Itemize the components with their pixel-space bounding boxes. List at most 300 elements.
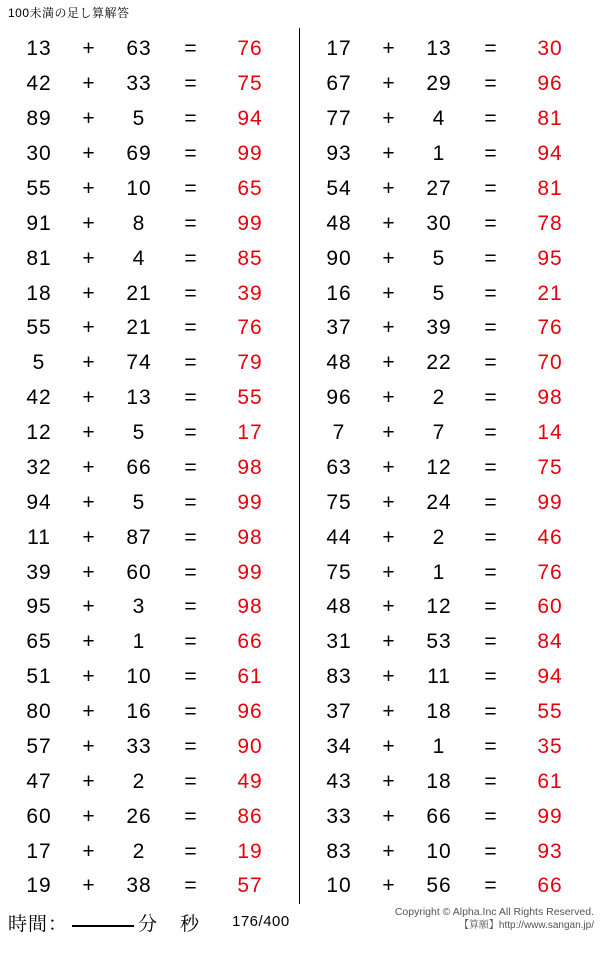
equals-operator: = — [484, 804, 498, 828]
plus-operator: + — [382, 769, 396, 793]
equals-operator: = — [184, 769, 198, 793]
operand-a: 55 — [26, 176, 52, 200]
operand-a: 43 — [326, 769, 352, 793]
problem-row — [300, 311, 600, 346]
problem-row — [300, 172, 600, 207]
answer-value: 57 — [237, 874, 263, 898]
operand-a: 54 — [326, 176, 352, 200]
operand-a: 42 — [26, 72, 52, 96]
answer-value: 70 — [537, 351, 563, 375]
operand-a: 81 — [26, 246, 52, 270]
problem-row — [0, 102, 299, 137]
operand-a: 19 — [26, 874, 52, 898]
answer-value: 99 — [537, 490, 563, 514]
operand-b: 10 — [126, 665, 152, 689]
operand-b: 63 — [126, 37, 152, 61]
problem-row — [300, 67, 600, 102]
operand-a: 89 — [26, 107, 52, 131]
plus-operator: + — [82, 211, 96, 235]
plus-operator: + — [82, 595, 96, 619]
operand-b: 1 — [432, 734, 446, 758]
plus-operator: + — [82, 281, 96, 305]
answer-value: 93 — [537, 839, 563, 863]
operand-b: 2 — [132, 769, 146, 793]
operand-b: 1 — [132, 630, 146, 654]
answer-value: 49 — [237, 769, 263, 793]
operand-a: 37 — [326, 700, 352, 724]
operand-a: 48 — [326, 595, 352, 619]
operand-b: 24 — [426, 490, 452, 514]
plus-operator: + — [82, 525, 96, 549]
answer-value: 96 — [237, 700, 263, 724]
operand-a: 13 — [26, 37, 52, 61]
equals-operator: = — [484, 281, 498, 305]
plus-operator: + — [382, 525, 396, 549]
operand-b: 26 — [126, 804, 152, 828]
plus-operator: + — [82, 37, 96, 61]
operand-b: 16 — [126, 700, 152, 724]
plus-operator: + — [82, 839, 96, 863]
answer-value: 85 — [237, 246, 263, 270]
operand-a: 75 — [326, 490, 352, 514]
plus-operator: + — [82, 176, 96, 200]
answer-value: 76 — [237, 316, 263, 340]
equals-operator: = — [184, 72, 198, 96]
problem-row — [300, 241, 600, 276]
operand-a: 17 — [326, 37, 352, 61]
answer-value: 86 — [237, 804, 263, 828]
operand-b: 2 — [432, 386, 446, 410]
problem-row — [300, 416, 600, 451]
operand-a: 91 — [26, 211, 52, 235]
answer-value: 99 — [237, 490, 263, 514]
problem-row — [300, 137, 600, 172]
problem-row — [0, 416, 299, 451]
operand-b: 66 — [426, 804, 452, 828]
equals-operator: = — [484, 839, 498, 863]
plus-operator: + — [382, 595, 396, 619]
equals-operator: = — [184, 874, 198, 898]
problem-row — [300, 730, 600, 765]
operand-b: 30 — [426, 211, 452, 235]
answer-value: 94 — [537, 142, 563, 166]
operand-b: 38 — [126, 874, 152, 898]
operand-a: 32 — [26, 455, 52, 479]
operand-a: 95 — [26, 595, 52, 619]
problem-row — [300, 590, 600, 625]
equals-operator: = — [184, 281, 198, 305]
plus-operator: + — [82, 316, 96, 340]
answer-value: 21 — [537, 281, 563, 305]
operand-a: 12 — [26, 421, 52, 445]
problem-row — [0, 625, 299, 660]
equals-operator: = — [484, 351, 498, 375]
operand-b: 11 — [427, 665, 451, 689]
answer-value: 94 — [237, 107, 263, 131]
answer-value: 98 — [237, 595, 263, 619]
plus-operator: + — [82, 72, 96, 96]
equals-operator: = — [484, 490, 498, 514]
plus-operator: + — [82, 142, 96, 166]
answer-value: 81 — [537, 107, 563, 131]
operand-b: 5 — [132, 490, 146, 514]
problem-column-left — [0, 28, 300, 904]
equals-operator: = — [184, 142, 198, 166]
answer-value: 66 — [537, 874, 563, 898]
operand-a: 39 — [26, 560, 52, 584]
problem-row — [300, 834, 600, 869]
plus-operator: + — [82, 490, 96, 514]
operand-a: 57 — [26, 734, 52, 758]
answer-value: 99 — [237, 142, 263, 166]
operand-b: 21 — [126, 281, 152, 305]
plus-operator: + — [382, 455, 396, 479]
equals-operator: = — [184, 700, 198, 724]
operand-a: 83 — [326, 839, 352, 863]
operand-a: 90 — [326, 246, 352, 270]
problem-row — [300, 764, 600, 799]
plus-operator: + — [382, 37, 396, 61]
problem-row — [0, 764, 299, 799]
answer-value: 98 — [237, 455, 263, 479]
equals-operator: = — [184, 630, 198, 654]
plus-operator: + — [382, 804, 396, 828]
plus-operator: + — [382, 72, 396, 96]
operand-a: 83 — [326, 665, 352, 689]
time-minutes-blank[interactable] — [72, 925, 134, 927]
answer-value: 99 — [537, 804, 563, 828]
problem-row — [300, 660, 600, 695]
answer-value: 61 — [237, 665, 263, 689]
plus-operator: + — [82, 734, 96, 758]
plus-operator: + — [82, 560, 96, 584]
plus-operator: + — [82, 700, 96, 724]
problem-row — [0, 799, 299, 834]
operand-b: 2 — [432, 525, 446, 549]
problem-row — [0, 520, 299, 555]
operand-b: 33 — [126, 72, 152, 96]
operand-a: 94 — [26, 490, 52, 514]
plus-operator: + — [382, 281, 396, 305]
operand-b: 33 — [126, 734, 152, 758]
answer-value: 98 — [537, 386, 563, 410]
problem-row — [300, 102, 600, 137]
page-count: 176/400 — [232, 913, 290, 930]
plus-operator: + — [382, 734, 396, 758]
operand-b: 56 — [426, 874, 452, 898]
minute-unit-label: 分 — [138, 914, 159, 935]
answer-value: 61 — [537, 769, 563, 793]
plus-operator: + — [82, 804, 96, 828]
operand-a: 17 — [26, 839, 52, 863]
operand-b: 12 — [426, 455, 452, 479]
operand-a: 10 — [326, 874, 352, 898]
problem-row — [0, 381, 299, 416]
operand-a: 55 — [26, 316, 52, 340]
problem-column-right — [300, 28, 600, 904]
plus-operator: + — [82, 386, 96, 410]
plus-operator: + — [382, 107, 396, 131]
problem-row — [300, 555, 600, 590]
operand-a: 42 — [26, 386, 52, 410]
plus-operator: + — [382, 839, 396, 863]
time-field — [8, 909, 200, 936]
equals-operator: = — [484, 734, 498, 758]
answer-value: 99 — [237, 211, 263, 235]
plus-operator: + — [82, 246, 96, 270]
second-unit-label: 秒 — [180, 914, 201, 935]
operand-b: 5 — [432, 281, 446, 305]
plus-operator: + — [82, 769, 96, 793]
answer-value: 84 — [537, 630, 563, 654]
answer-value: 99 — [237, 560, 263, 584]
problem-row — [300, 206, 600, 241]
answer-value: 78 — [537, 211, 563, 235]
problem-row — [300, 381, 600, 416]
operand-a: 11 — [27, 525, 51, 549]
problem-row — [0, 67, 299, 102]
plus-operator: + — [382, 351, 396, 375]
equals-operator: = — [484, 72, 498, 96]
operand-a: 33 — [326, 804, 352, 828]
plus-operator: + — [382, 176, 396, 200]
answer-value: 96 — [537, 72, 563, 96]
answer-value: 39 — [237, 281, 263, 305]
problem-row — [0, 311, 299, 346]
operand-b: 8 — [132, 211, 146, 235]
answer-value: 81 — [537, 176, 563, 200]
problem-row — [300, 276, 600, 311]
operand-b: 53 — [426, 630, 452, 654]
answer-value: 46 — [537, 525, 563, 549]
equals-operator: = — [484, 700, 498, 724]
answer-value: 35 — [537, 734, 563, 758]
plus-operator: + — [82, 874, 96, 898]
plus-operator: + — [382, 316, 396, 340]
operand-b: 5 — [132, 107, 146, 131]
problem-row — [300, 625, 600, 660]
answer-value: 30 — [537, 37, 563, 61]
operand-b: 69 — [126, 142, 152, 166]
answer-value: 76 — [237, 37, 263, 61]
operand-b: 12 — [426, 595, 452, 619]
answer-value: 55 — [537, 700, 563, 724]
problem-row — [0, 241, 299, 276]
answer-value: 75 — [237, 72, 263, 96]
operand-a: 44 — [326, 525, 352, 549]
copyright-line-2: 【算願】http://www.sangan.jp/ — [458, 920, 594, 932]
operand-a: 37 — [326, 316, 352, 340]
equals-operator: = — [484, 246, 498, 270]
equals-operator: = — [484, 142, 498, 166]
problem-row — [0, 730, 299, 765]
equals-operator: = — [184, 351, 198, 375]
equals-operator: = — [184, 211, 198, 235]
plus-operator: + — [382, 700, 396, 724]
operand-b: 21 — [126, 316, 152, 340]
equals-operator: = — [184, 595, 198, 619]
operand-a: 5 — [32, 351, 46, 375]
answer-value: 55 — [237, 386, 263, 410]
problem-row — [0, 695, 299, 730]
plus-operator: + — [382, 874, 396, 898]
operand-b: 1 — [432, 560, 446, 584]
answer-value: 98 — [237, 525, 263, 549]
operand-b: 66 — [126, 455, 152, 479]
operand-a: 60 — [26, 804, 52, 828]
equals-operator: = — [484, 211, 498, 235]
operand-a: 7 — [332, 421, 346, 445]
problem-columns — [0, 28, 600, 904]
answer-value: 95 — [537, 246, 563, 270]
equals-operator: = — [184, 455, 198, 479]
equals-operator: = — [184, 560, 198, 584]
plus-operator: + — [82, 351, 96, 375]
plus-operator: + — [382, 665, 396, 689]
plus-operator: + — [82, 630, 96, 654]
operand-a: 75 — [326, 560, 352, 584]
answer-value: 65 — [237, 176, 263, 200]
operand-b: 5 — [432, 246, 446, 270]
problem-row — [0, 485, 299, 520]
plus-operator: + — [382, 211, 396, 235]
plus-operator: + — [82, 455, 96, 479]
operand-b: 60 — [126, 560, 152, 584]
operand-b: 2 — [132, 839, 146, 863]
equals-operator: = — [484, 176, 498, 200]
equals-operator: = — [484, 37, 498, 61]
equals-operator: = — [184, 246, 198, 270]
answer-value: 66 — [237, 630, 263, 654]
plus-operator: + — [382, 490, 396, 514]
equals-operator: = — [184, 421, 198, 445]
operand-b: 13 — [126, 386, 152, 410]
operand-a: 63 — [326, 455, 352, 479]
equals-operator: = — [184, 525, 198, 549]
problem-row — [0, 346, 299, 381]
operand-a: 96 — [326, 386, 352, 410]
operand-b: 39 — [426, 316, 452, 340]
problem-row — [0, 834, 299, 869]
answer-value: 79 — [237, 351, 263, 375]
answer-value: 94 — [537, 665, 563, 689]
equals-operator: = — [484, 665, 498, 689]
operand-b: 1 — [432, 142, 446, 166]
problem-row — [300, 799, 600, 834]
plus-operator: + — [382, 246, 396, 270]
problem-row — [0, 137, 299, 172]
answer-value: 90 — [237, 734, 263, 758]
equals-operator: = — [184, 386, 198, 410]
operand-a: 67 — [326, 72, 352, 96]
operand-b: 13 — [426, 37, 452, 61]
problem-row — [0, 172, 299, 207]
problem-row — [300, 520, 600, 555]
operand-b: 27 — [426, 176, 452, 200]
answer-value: 17 — [237, 421, 263, 445]
operand-a: 65 — [26, 630, 52, 654]
equals-operator: = — [184, 490, 198, 514]
operand-a: 77 — [326, 107, 352, 131]
operand-a: 31 — [326, 630, 352, 654]
answer-value: 19 — [237, 839, 263, 863]
equals-operator: = — [184, 839, 198, 863]
equals-operator: = — [484, 769, 498, 793]
plus-operator: + — [82, 665, 96, 689]
problem-row — [300, 346, 600, 381]
plus-operator: + — [82, 107, 96, 131]
plus-operator: + — [382, 142, 396, 166]
equals-operator: = — [184, 37, 198, 61]
page-footer — [0, 897, 600, 957]
operand-a: 16 — [326, 281, 352, 305]
plus-operator: + — [382, 386, 396, 410]
equals-operator: = — [484, 386, 498, 410]
problem-row — [0, 590, 299, 625]
operand-b: 4 — [132, 246, 146, 270]
problem-row — [300, 451, 600, 486]
plus-operator: + — [82, 421, 96, 445]
problem-row — [300, 485, 600, 520]
operand-b: 5 — [132, 421, 146, 445]
operand-a: 48 — [326, 351, 352, 375]
page-title: 100未満の足し算解答 — [8, 6, 130, 20]
answer-value: 14 — [537, 421, 563, 445]
equals-operator: = — [184, 804, 198, 828]
equals-operator: = — [484, 630, 498, 654]
operand-a: 34 — [326, 734, 352, 758]
equals-operator: = — [484, 107, 498, 131]
equals-operator: = — [484, 525, 498, 549]
operand-a: 93 — [326, 142, 352, 166]
equals-operator: = — [184, 176, 198, 200]
equals-operator: = — [184, 316, 198, 340]
equals-operator: = — [484, 421, 498, 445]
operand-b: 18 — [426, 769, 452, 793]
operand-b: 10 — [426, 839, 452, 863]
plus-operator: + — [382, 421, 396, 445]
operand-b: 3 — [132, 595, 146, 619]
operand-b: 22 — [426, 351, 452, 375]
problem-row — [0, 206, 299, 241]
operand-b: 7 — [432, 421, 446, 445]
answer-value: 76 — [537, 560, 563, 584]
answer-value: 76 — [537, 316, 563, 340]
operand-a: 18 — [26, 281, 52, 305]
operand-a: 30 — [26, 142, 52, 166]
problem-row — [0, 451, 299, 486]
operand-b: 10 — [126, 176, 152, 200]
answer-value: 75 — [537, 455, 563, 479]
problem-row — [0, 555, 299, 590]
operand-a: 51 — [26, 665, 52, 689]
operand-a: 47 — [26, 769, 52, 793]
plus-operator: + — [382, 630, 396, 654]
equals-operator: = — [484, 560, 498, 584]
operand-a: 48 — [326, 211, 352, 235]
problem-row — [300, 32, 600, 67]
operand-a: 80 — [26, 700, 52, 724]
equals-operator: = — [184, 665, 198, 689]
equals-operator: = — [184, 107, 198, 131]
plus-operator: + — [382, 560, 396, 584]
operand-b: 4 — [432, 107, 446, 131]
equals-operator: = — [484, 595, 498, 619]
operand-b: 29 — [426, 72, 452, 96]
answer-value: 60 — [537, 595, 563, 619]
equals-operator: = — [484, 874, 498, 898]
equals-operator: = — [184, 734, 198, 758]
